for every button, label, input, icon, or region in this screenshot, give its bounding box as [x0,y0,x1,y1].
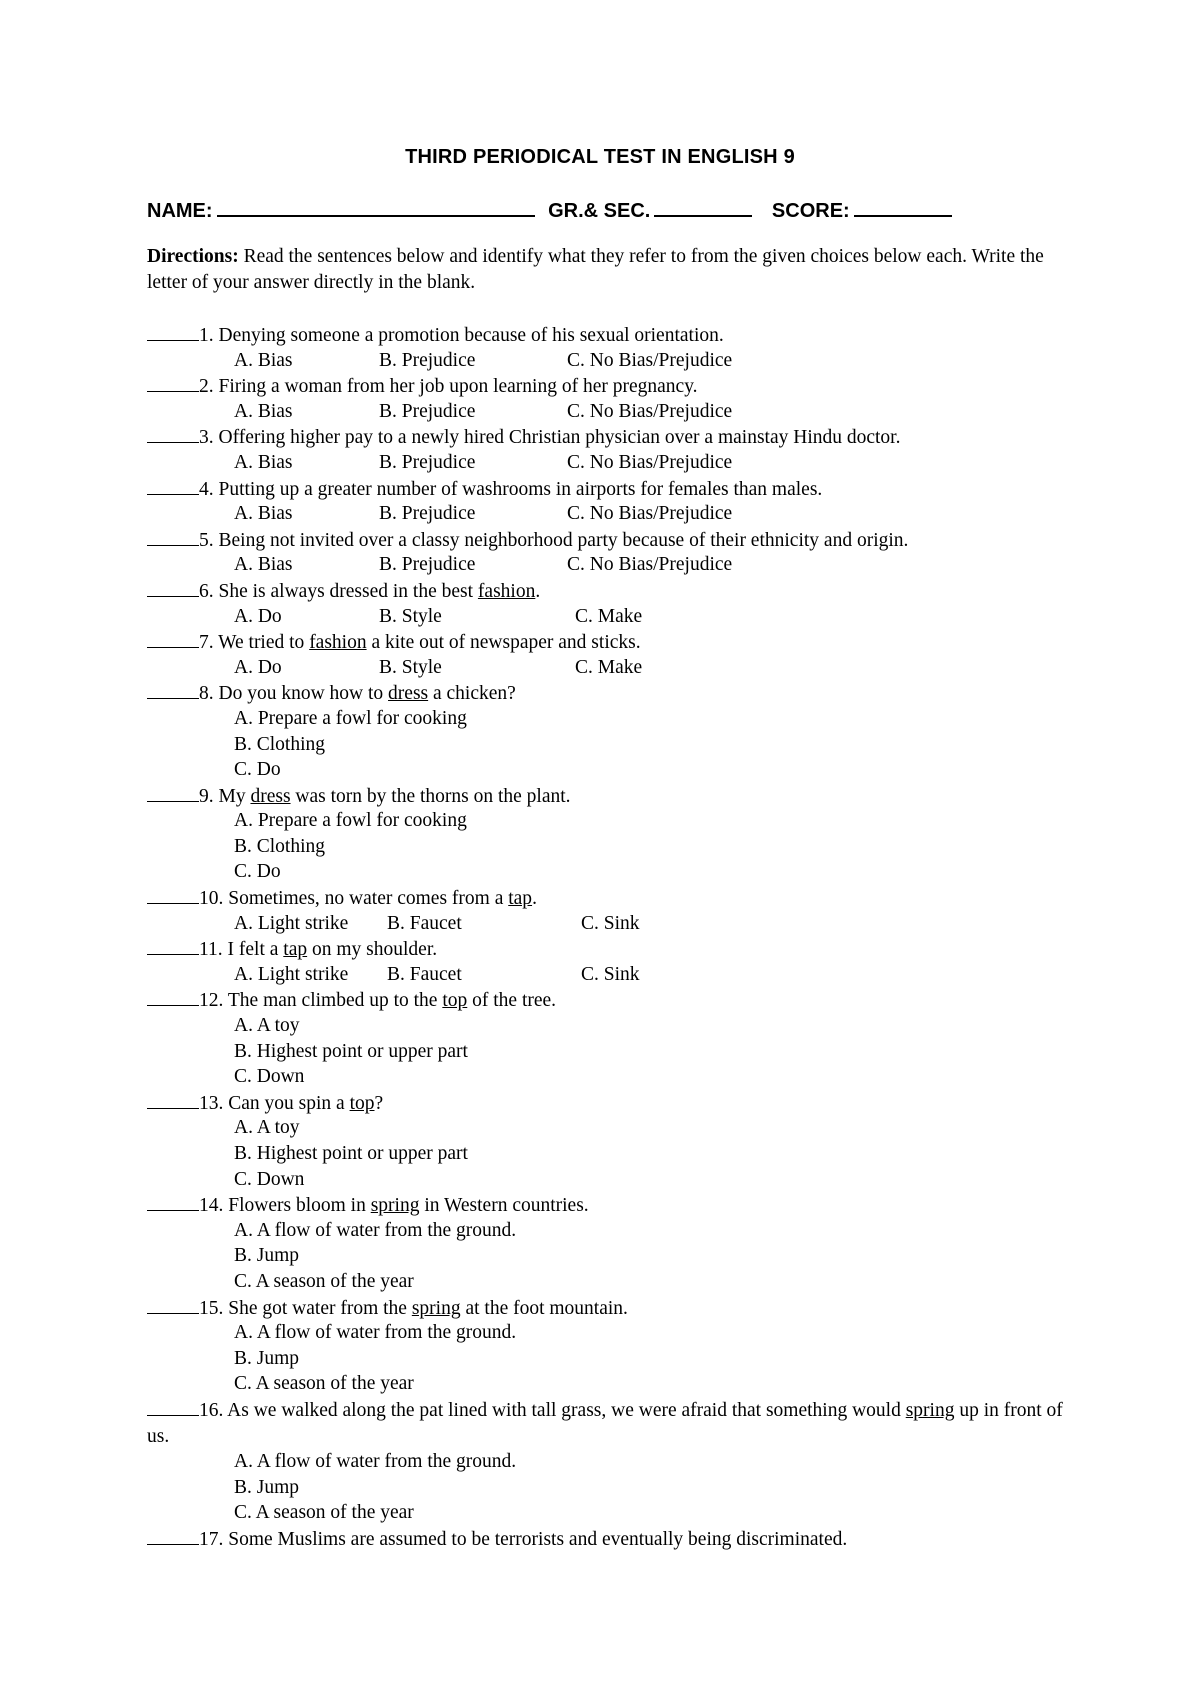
choice-option[interactable]: A. Bias [234,349,293,371]
answer-blank[interactable] [147,1090,199,1109]
choices-row [147,552,1067,578]
question-text: Firing a woman from her job upon learning of her pregnancy. [213,376,698,398]
choices-row [147,604,1067,630]
choice-option[interactable] [147,1475,1067,1501]
question-item [147,783,1067,809]
choice-option[interactable] [147,859,1067,885]
question-item [147,322,1067,348]
question-item [147,1397,1067,1449]
choice-option[interactable] [147,1243,1067,1269]
question-text: Flowers bloom in [223,1195,371,1217]
choice-option[interactable]: B. Style [379,656,442,678]
question-text-end: was torn by the thorns on the plant. [290,785,571,807]
choice-option[interactable] [147,1167,1067,1193]
choice-option[interactable]: C. No Bias/Prejudice [567,451,733,473]
score-blank[interactable] [854,197,952,217]
choice-option[interactable] [147,1346,1067,1372]
question-text: As we walked along the pat lined with tall grass, we were afraid that something would [223,1399,906,1421]
choice-option[interactable]: A. Bias [234,400,293,422]
question-item [147,578,1067,604]
name-label: NAME: [147,200,213,222]
grsec-label: GR.& SEC. [548,200,651,222]
question-list [147,322,1067,1552]
choices-row [147,962,1067,988]
answer-blank[interactable] [147,1526,199,1545]
choice-text: A. A flow of water from the ground. [234,1322,517,1344]
choice-option[interactable]: C. No Bias/Prejudice [567,554,733,576]
choice-text: C. A season of the year [234,1270,414,1292]
choice-option[interactable] [147,1064,1067,1090]
choice-option[interactable] [147,1269,1067,1295]
name-blank[interactable] [217,197,535,217]
answer-blank[interactable] [147,1397,199,1416]
choice-text: C. A season of the year [234,1502,414,1524]
question-text: The man climbed up to the [223,990,443,1012]
question-text: She got water from the [223,1297,412,1319]
answer-blank[interactable] [147,629,199,648]
choice-option[interactable]: B. Prejudice [379,554,476,576]
choice-option[interactable]: A. Do [234,656,282,678]
question-text: Putting up a greater number of washrooms in airports for females than males. [213,478,823,500]
question-text: She is always dressed in the best [213,580,478,602]
choice-option[interactable]: B. Prejudice [379,349,476,371]
choice-option[interactable] [147,1115,1067,1141]
question-text-end: on my shoulder. [307,939,438,961]
underlined-word: spring [411,1297,461,1319]
question-item [147,1090,1067,1116]
choice-text: C. Down [234,1066,305,1088]
question-item [147,527,1067,553]
question-item [147,373,1067,399]
choice-option[interactable] [147,1013,1067,1039]
choice-text: B. Jump [234,1245,300,1267]
question-number: 11. [199,939,223,961]
choice-text: B. Jump [234,1347,300,1369]
choice-option[interactable] [147,1500,1067,1526]
answer-blank[interactable] [147,680,199,699]
question-item [147,936,1067,962]
directions-label: Directions: [147,246,239,267]
choice-option[interactable] [147,1141,1067,1167]
choice-text: A. Prepare a fowl for cooking [234,707,467,729]
question-text: My [213,785,251,807]
question-item [147,476,1067,502]
choice-option[interactable]: C. No Bias/Prejudice [567,400,733,422]
underlined-word: spring [905,1399,955,1421]
question-text-end: . [532,888,537,910]
choices-row [147,655,1067,681]
choice-option[interactable]: B. Prejudice [379,451,476,473]
choice-option[interactable]: C. No Bias/Prejudice [567,349,733,371]
question-number: 10. [199,888,224,910]
underlined-word: fashion [309,632,367,654]
question-text: Sometimes, no water comes from a [223,888,509,910]
choice-text: A. A flow of water from the ground. [234,1219,517,1241]
choice-option[interactable]: C. Make [575,656,643,678]
question-text-end: a kite out of newspaper and sticks. [366,632,641,654]
question-number: 12. [199,990,224,1012]
underlined-word: top [442,990,468,1012]
question-number: 7. [199,632,214,654]
choice-option[interactable] [147,1449,1067,1475]
question-text: We tried to [213,632,310,654]
score-label: SCORE: [771,200,850,222]
question-text-end: in Western countries. [419,1195,589,1217]
answer-blank[interactable] [147,987,199,1006]
choices-row [147,911,1067,937]
underlined-word: top [349,1092,375,1114]
choice-text: B. Highest point or upper part [234,1040,468,1062]
grsec-blank[interactable] [654,197,752,217]
question-text: Denying someone a promotion because of his sexual orientation. [213,325,724,346]
question-number: 16. [199,1399,224,1421]
question-text: Can you spin a [223,1092,350,1114]
choice-option[interactable]: B. Faucet [387,912,462,934]
choice-text: A. A toy [234,1117,300,1139]
choice-option[interactable]: C. Sink [581,963,640,985]
question-number: 17. [199,1528,224,1550]
choice-option[interactable] [147,808,1067,834]
question-item [147,424,1067,450]
question-text-end: at the foot mountain. [460,1297,628,1319]
underlined-word: dress [388,683,429,705]
choice-option[interactable]: A. Bias [234,451,293,473]
underlined-word: tap [508,888,533,910]
choice-text: A. A toy [234,1015,300,1037]
directions [147,244,1047,296]
question-item [147,885,1067,911]
question-item [147,1295,1067,1321]
underlined-word: spring [370,1195,420,1217]
choice-option[interactable]: B. Prejudice [379,503,476,525]
choice-text: B. Clothing [234,733,326,755]
choice-option[interactable]: B. Prejudice [379,400,476,422]
answer-blank[interactable] [147,322,199,341]
choice-option[interactable] [147,706,1067,732]
question-text-end: . [535,580,541,602]
choice-option[interactable] [147,1218,1067,1244]
choice-option[interactable] [147,834,1067,860]
student-info-line [147,197,1047,225]
choice-text: C. Down [234,1168,305,1190]
choice-text: A. Prepare a fowl for cooking [234,810,467,832]
question-number: 14. [199,1195,224,1217]
choice-option[interactable]: B. Style [379,605,442,627]
answer-blank[interactable] [147,1295,199,1314]
question-text-end: up in front of us. [147,1399,1063,1447]
underlined-word: fashion [477,580,536,602]
question-text: I felt a [222,939,284,961]
question-text-end: ? [374,1092,384,1114]
answer-blank[interactable] [147,783,199,802]
choice-text: C. Do [234,861,281,883]
choice-option[interactable] [147,1371,1067,1397]
underlined-word: dress [250,785,291,807]
choice-option[interactable]: A. Light strike [234,963,349,985]
question-number: 5. [199,529,214,551]
choices-row [147,450,1067,476]
choice-option[interactable]: A. Do [234,605,282,627]
choice-option[interactable]: A. Bias [234,554,293,576]
question-text: Do you know how to [213,683,389,705]
choice-option[interactable] [147,1320,1067,1346]
question-number: 2. [199,376,214,398]
question-item [147,1526,1067,1552]
answer-blank[interactable] [147,936,199,955]
question-number: 13. [199,1092,224,1114]
answer-blank[interactable] [147,373,199,392]
choice-option[interactable] [147,732,1067,758]
choice-text: B. Jump [234,1476,300,1498]
answer-blank[interactable] [147,1192,199,1211]
question-item [147,680,1067,706]
page-title: THIRD PERIODICAL TEST IN ENGLISH 9 [405,146,795,168]
question-text-end: a chicken? [428,683,516,705]
choices-row [147,399,1067,425]
question-number: 15. [199,1297,224,1319]
choice-text: C. A season of the year [234,1373,414,1395]
answer-blank[interactable] [147,885,199,904]
question-text: Offering higher pay to a newly hired Christian physician over a mainstay Hindu doctor. [213,427,901,449]
question-number: 6. [199,580,214,602]
choice-option[interactable]: A. Bias [234,503,293,525]
choices-row [147,501,1067,527]
question-text: Some Muslims are assumed to be terrorists and eventually being discriminated. [223,1528,848,1550]
question-number: 9. [199,785,214,807]
question-item [147,629,1067,655]
choice-option[interactable]: C. No Bias/Prejudice [567,503,733,525]
answer-blank[interactable] [147,527,199,546]
question-item [147,1192,1067,1218]
choice-option[interactable] [147,757,1067,783]
answer-blank[interactable] [147,476,199,495]
choice-option[interactable]: A. Light strike [234,912,349,934]
choice-option[interactable]: C. Sink [581,912,640,934]
answer-blank[interactable] [147,424,199,443]
question-number: 4. [199,478,214,500]
question-number: 1. [199,325,214,346]
choice-text: C. Do [234,759,281,781]
question-item [147,987,1067,1013]
answer-blank[interactable] [147,578,199,597]
question-text: Being not invited over a classy neighborhood party because of their ethnicity and origin. [213,529,909,551]
question-text-end: of the tree. [467,990,557,1012]
question-number: 3. [199,427,214,449]
directions-text: Read the sentences below and identify what they refer to from the given choices below each. Write the letter of your answer directly in the blank. [147,246,1044,293]
choice-option[interactable]: C. Make [575,605,643,627]
choice-text: B. Clothing [234,835,326,857]
choice-text: A. A flow of water from the ground. [234,1451,517,1473]
choices-row [147,348,1067,374]
choice-text: B. Highest point or upper part [234,1143,468,1164]
choice-option[interactable]: B. Faucet [387,963,462,985]
underlined-word: tap [283,939,308,961]
question-number: 8. [199,683,214,705]
choice-option[interactable] [147,1039,1067,1065]
